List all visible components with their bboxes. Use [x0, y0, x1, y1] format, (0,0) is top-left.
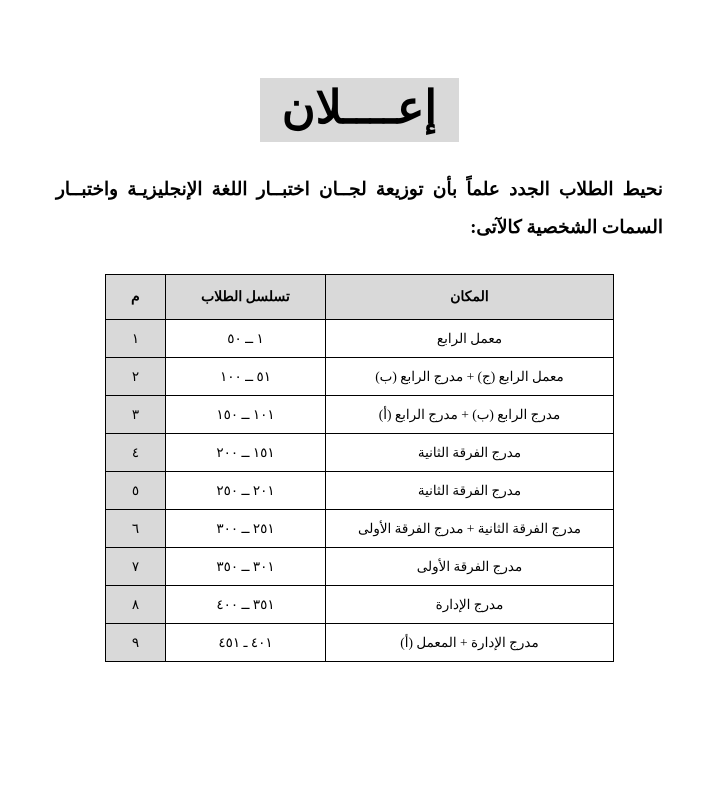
cell-num: ٤	[106, 434, 166, 472]
cell-range: ١ ــ ٥٠	[166, 320, 326, 358]
table-body	[106, 320, 614, 662]
cell-range: ١٠١ ــ ١٥٠	[166, 396, 326, 434]
table-header-row	[106, 275, 614, 320]
column-header-num: م	[106, 275, 166, 320]
cell-range: ٤٠١ ـ ٤٥١	[166, 624, 326, 662]
cell-num: ١	[106, 320, 166, 358]
cell-place: معمل الرابع (ج) + مدرج الرابع (ب)	[326, 358, 614, 396]
cell-num: ٨	[106, 586, 166, 624]
column-header-range: تسلسل الطلاب	[166, 275, 326, 320]
intro-paragraph	[56, 172, 663, 248]
cell-range: ٣٥١ ــ ٤٠٠	[166, 586, 326, 624]
cell-range: ٥١ ــ ١٠٠	[166, 358, 326, 396]
cell-place: مدرج الفرقة الثانية	[326, 434, 614, 472]
announcement-page	[0, 78, 719, 797]
column-header-place: المكان	[326, 275, 614, 320]
table-row	[106, 358, 614, 396]
cell-place: مدرج الفرقة الثانية + مدرج الفرقة الأولى	[326, 510, 614, 548]
table-row	[106, 472, 614, 510]
table-row	[106, 320, 614, 358]
table-row	[106, 548, 614, 586]
cell-range: ٢٠١ ــ ٢٥٠	[166, 472, 326, 510]
page-title: إعــــلان	[260, 78, 459, 142]
cell-num: ٦	[106, 510, 166, 548]
distribution-table	[105, 274, 614, 662]
cell-num: ٢	[106, 358, 166, 396]
cell-place: معمل الرابع	[326, 320, 614, 358]
cell-place: مدرج الإدارة	[326, 586, 614, 624]
intro-line-1: نحيط الطلاب الجدد علماً بأن توزيعة لجــان اختبــار اللغة الإنجليزيـة واختبــار	[56, 180, 663, 201]
table-row	[106, 434, 614, 472]
table-row	[106, 510, 614, 548]
intro-line-2: السمات الشخصية كالآتى:	[470, 218, 663, 239]
table-row	[106, 396, 614, 434]
cell-num: ٧	[106, 548, 166, 586]
table-row	[106, 624, 614, 662]
cell-num: ٥	[106, 472, 166, 510]
cell-place: مدرج الفرقة الثانية	[326, 472, 614, 510]
cell-place: مدرج الفرقة الأولى	[326, 548, 614, 586]
page-title-wrapper	[0, 78, 719, 142]
table-row	[106, 586, 614, 624]
cell-range: ٢٥١ ــ ٣٠٠	[166, 510, 326, 548]
cell-range: ١٥١ ــ ٢٠٠	[166, 434, 326, 472]
cell-num: ٣	[106, 396, 166, 434]
cell-place: مدرج الرابع (ب) + مدرج الرابع (أ)	[326, 396, 614, 434]
cell-num: ٩	[106, 624, 166, 662]
cell-range: ٣٠١ ــ ٣٥٠	[166, 548, 326, 586]
cell-place: مدرج الإدارة + المعمل (أ)	[326, 624, 614, 662]
